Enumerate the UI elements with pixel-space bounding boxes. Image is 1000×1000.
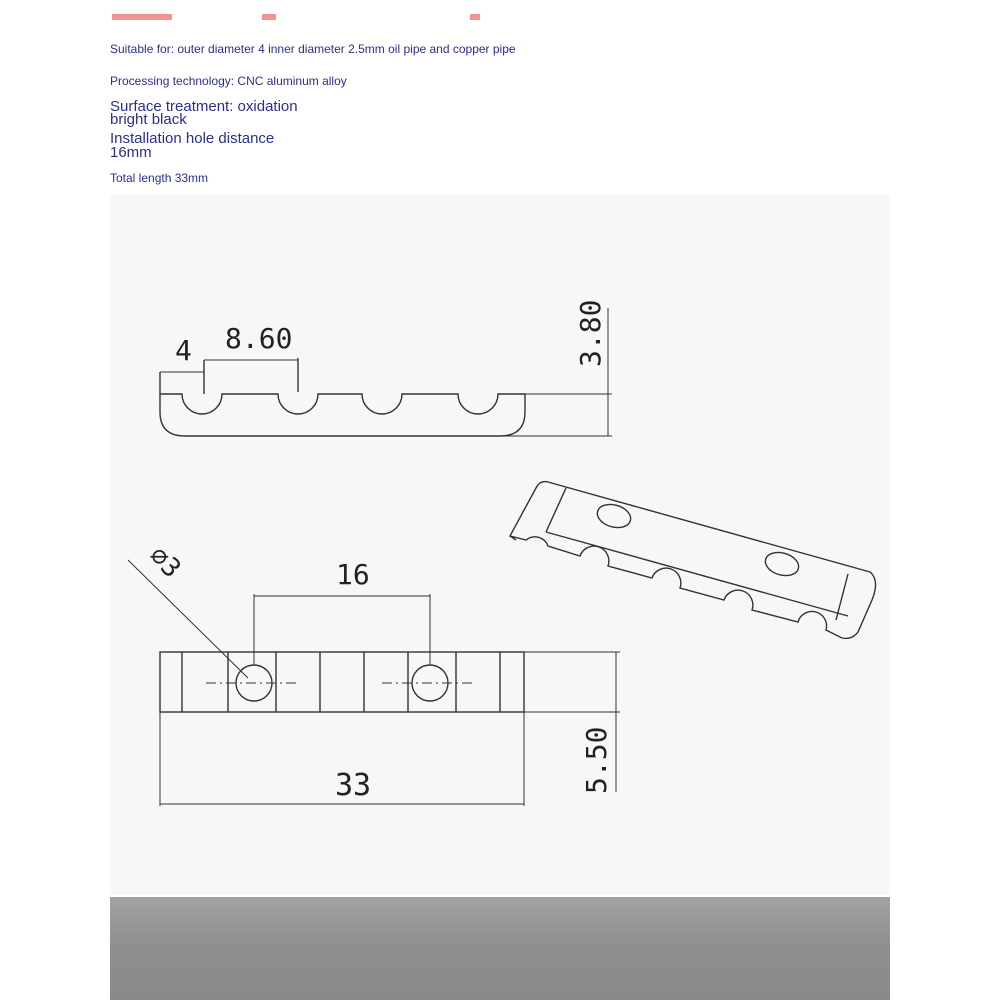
- front-view-outline: [160, 394, 525, 436]
- spec-total-length: Total length 33mm: [110, 171, 209, 185]
- product-photo-strip: [110, 897, 890, 1000]
- spec-panel: [0, 0, 1000, 195]
- spec-processing: Processing technology: CNC aluminum alloy: [110, 74, 347, 88]
- dim-offset-label: 4: [175, 334, 192, 367]
- spec-suitable-for: Suitable for: outer diameter 4 inner diameter 2.5mm oil pipe and copper pipe: [110, 42, 516, 56]
- dim-pitch-label: 8.60: [225, 322, 293, 355]
- dim-total-length-label: 33: [335, 768, 372, 803]
- top-view: [160, 652, 524, 712]
- mount-hole-left: [595, 501, 634, 532]
- spec-hole-distance-2: 16mm: [110, 144, 152, 161]
- spec-surface-2: bright black: [110, 111, 187, 128]
- cropped-red-heading: [112, 14, 172, 20]
- spec-hole-distance-1: Installation hole distance: [110, 130, 275, 147]
- drawing-svg: [110, 195, 890, 895]
- dim-height-top-label: 3.80: [574, 299, 607, 367]
- mount-hole-right: [763, 549, 802, 580]
- technical-drawing: [110, 195, 890, 895]
- cropped-red-heading-2: [262, 14, 276, 20]
- spec-surface-1: Surface treatment: oxidation: [110, 98, 298, 115]
- dim-hole-distance-label: 16: [336, 558, 370, 591]
- cropped-red-heading-3: [470, 14, 480, 20]
- dim-height-bottom-label: 5.50: [580, 726, 613, 794]
- isometric-view: [510, 482, 876, 639]
- dim-hole-diameter-label: ∅3: [143, 540, 187, 585]
